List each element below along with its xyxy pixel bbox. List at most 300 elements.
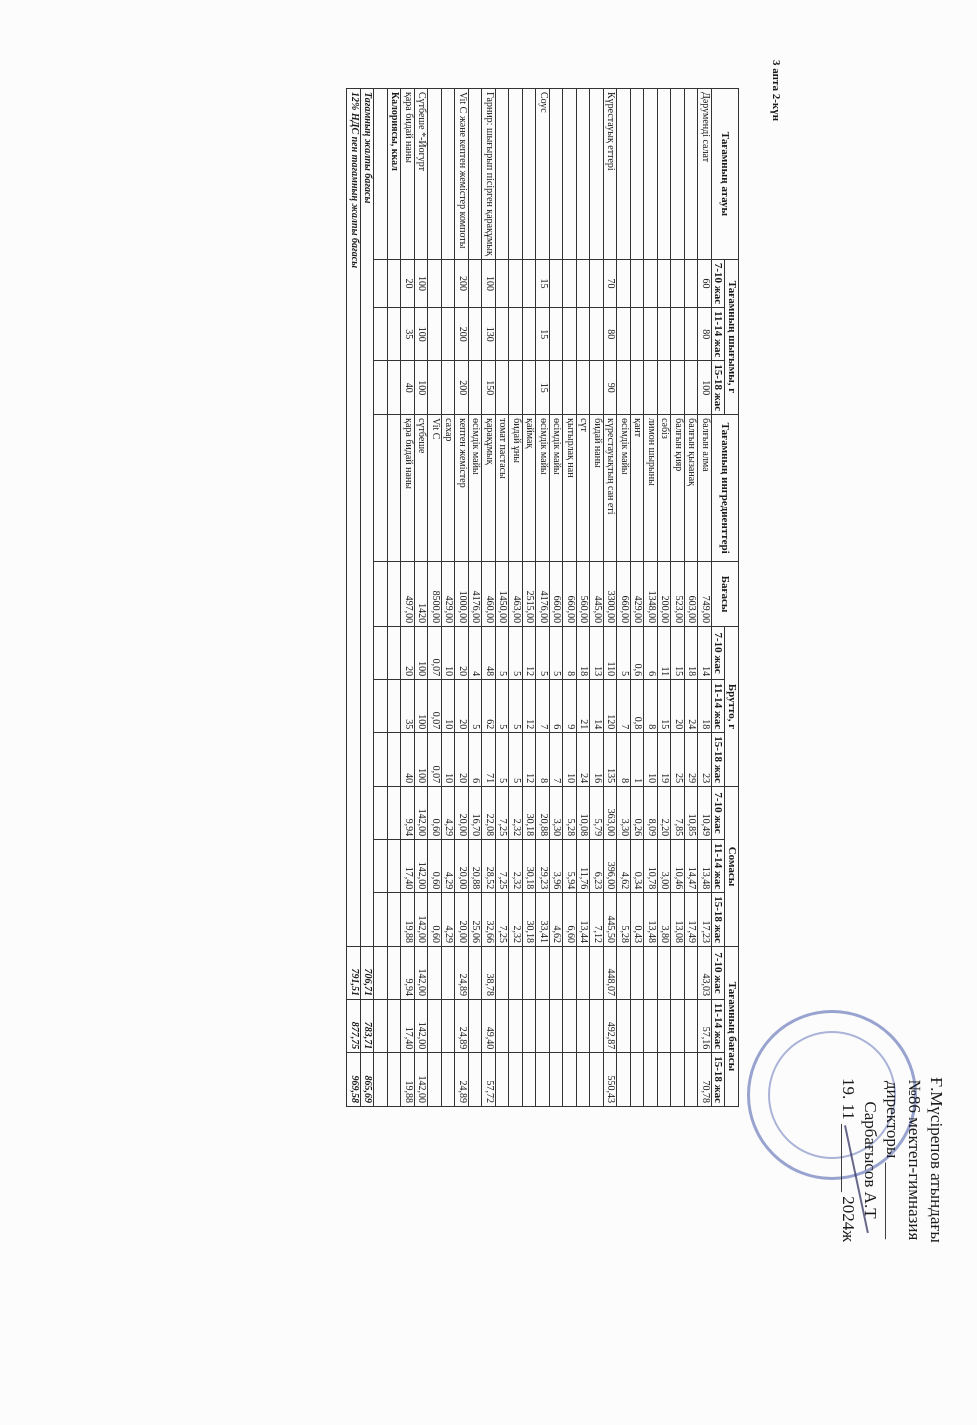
table-cell: балғын қызанақ (685, 415, 699, 562)
table-cell: 448,07 (604, 947, 618, 1000)
table-cell: 560,00 (577, 562, 591, 627)
age-header: 15-18 жас (712, 1053, 726, 1107)
table-cell (590, 361, 604, 415)
table-cell: 40 (401, 733, 415, 787)
table-cell: 80 (604, 308, 618, 361)
table-cell: сахар (442, 415, 456, 562)
col-sum: Сомасы (725, 787, 739, 947)
table-cell: Vit C жəне кептен жемiстер компоты (455, 89, 469, 260)
table-cell: 660,00 (617, 562, 631, 627)
table-cell (496, 89, 510, 260)
table-cell: 13,08 (671, 893, 685, 947)
table-cell (428, 89, 442, 260)
table-cell: лимон шырыны (644, 415, 658, 562)
table-cell: 9 (563, 680, 577, 733)
table-cell (617, 361, 631, 415)
table-cell: 18 (698, 680, 712, 733)
table-cell (685, 947, 699, 1000)
table-cell: 21 (577, 680, 591, 733)
table-cell: 660,00 (563, 562, 577, 627)
table-cell: 142,00 (415, 947, 429, 1000)
table-cell: 100 (698, 361, 712, 415)
table-cell (590, 89, 604, 260)
table-cell: 19,88 (401, 893, 415, 947)
table-cell: 523,00 (671, 562, 685, 627)
table-cell: 10,85 (685, 787, 699, 840)
table-cell: 497,00 (401, 562, 415, 627)
table-cell: 120 (604, 680, 618, 733)
table-cell (577, 947, 591, 1000)
table-cell: 100 (415, 627, 429, 680)
table-cell (644, 259, 658, 307)
table-cell (685, 1000, 699, 1053)
table-cell: 5 (496, 627, 510, 680)
table-row (563, 89, 577, 1107)
table-cell: қарақұмық (482, 415, 496, 562)
table-cell (428, 947, 442, 1000)
table-cell: 4176,00 (536, 562, 550, 627)
table-cell (442, 259, 456, 307)
table-cell: 70,78 (698, 1053, 712, 1107)
table-cell: 35 (401, 308, 415, 361)
table-cell (658, 947, 672, 1000)
table-cell: 396,00 (604, 840, 618, 893)
table-cell: 429,00 (631, 562, 645, 627)
table-cell: 7 (617, 680, 631, 733)
table-cell: 142,00 (415, 840, 429, 893)
table-cell (388, 787, 402, 840)
table-cell (442, 1000, 456, 1053)
table-cell: 57,72 (482, 1053, 496, 1107)
table-cell (550, 1053, 564, 1107)
col-dish-name: Тағамның атауы (712, 89, 739, 260)
table-row (644, 89, 658, 1107)
table-cell: 35 (401, 680, 415, 733)
table-cell: 100 (415, 308, 429, 361)
table-cell: 20,00 (455, 893, 469, 947)
table-cell: 10 (644, 733, 658, 787)
table-cell: 32,66 (482, 893, 496, 947)
table-cell: 29,23 (536, 840, 550, 893)
table-cell: 3,30 (617, 787, 631, 840)
table-cell (617, 259, 631, 307)
vat-total-row-value: 877,75 (347, 1000, 361, 1053)
table-cell (671, 308, 685, 361)
table-cell: 0,8 (631, 680, 645, 733)
table-cell: 62 (482, 680, 496, 733)
table-cell (617, 1000, 631, 1053)
table-cell (590, 308, 604, 361)
table-cell: 12 (523, 680, 537, 733)
table-cell: қара бидай наны (401, 415, 415, 562)
header-line-2: №86 мектеп-гимназия (905, 1079, 924, 1241)
table-cell (523, 947, 537, 1000)
table-cell (374, 947, 388, 1000)
table-cell: 2,32 (509, 893, 523, 947)
table-cell: 4,29 (442, 787, 456, 840)
table-cell: 142,00 (415, 787, 429, 840)
table-cell: 7,25 (496, 787, 510, 840)
table-cell: 0,6 (631, 627, 645, 680)
table-cell: 749,00 (698, 562, 712, 627)
table-cell (509, 1053, 523, 1107)
table-cell: 8 (536, 733, 550, 787)
table-cell: 0,07 (428, 733, 442, 787)
table-cell: күрестауықтың сан еті (604, 415, 618, 562)
table-cell: 7,25 (496, 840, 510, 893)
table-cell (671, 947, 685, 1000)
table-cell (388, 415, 402, 562)
table-cell: 5 (550, 627, 564, 680)
table-cell: 20,88 (469, 840, 483, 893)
table-cell (496, 947, 510, 1000)
table-cell: 13,48 (698, 840, 712, 893)
table-cell: 19,88 (401, 1053, 415, 1107)
table-cell (428, 361, 442, 415)
table-cell: Соус (536, 89, 550, 260)
vat-total-row-value: 791,51 (347, 947, 361, 1000)
table-cell (685, 1053, 699, 1107)
table-cell: 8,09 (644, 787, 658, 840)
table-cell (388, 840, 402, 893)
table-cell: 12 (523, 627, 537, 680)
table-cell (550, 89, 564, 260)
table-cell: 363,00 (604, 787, 618, 840)
table-cell (388, 1053, 402, 1107)
table-cell: 0,60 (428, 893, 442, 947)
table-cell: 30,18 (523, 893, 537, 947)
age-header: 7-10 жас (712, 627, 726, 680)
age-header: 7-10 жас (712, 259, 726, 307)
table-cell: 13,48 (644, 893, 658, 947)
table-cell: 429,00 (442, 562, 456, 627)
table-row (442, 89, 456, 1107)
table-cell: 15 (658, 680, 672, 733)
table-cell (374, 787, 388, 840)
header-line-5: 19. 11 ________ 2024ж (839, 1077, 858, 1243)
table-cell: 17,40 (401, 840, 415, 893)
table-cell: 3300,00 (604, 562, 618, 627)
table-cell (374, 308, 388, 361)
table-cell: 17,40 (401, 1000, 415, 1053)
table-cell: 15 (671, 627, 685, 680)
table-cell: 142,00 (415, 893, 429, 947)
table-cell (550, 361, 564, 415)
table-cell: 445,00 (590, 562, 604, 627)
table-cell: Сүтбеше *-Йогурт (415, 89, 429, 260)
table-cell: 15 (536, 259, 550, 307)
table-cell (496, 1000, 510, 1053)
table-cell: 10,49 (698, 787, 712, 840)
table-cell: қытырлақ нан (563, 415, 577, 562)
table-cell (617, 947, 631, 1000)
table-cell: өсімдік майы (617, 415, 631, 562)
table-cell: 5 (509, 733, 523, 787)
header-line-1: Ғ.Мүсірепов атындағы (927, 1077, 946, 1243)
table-cell (374, 627, 388, 680)
table-cell: бидай ұны (509, 415, 523, 562)
age-header: 7-10 жас (712, 947, 726, 1000)
table-cell (496, 308, 510, 361)
table-cell: балғын алма (698, 415, 712, 562)
table-cell: 603,00 (685, 562, 699, 627)
table-cell (577, 1053, 591, 1107)
table-cell: 1420 (415, 562, 429, 627)
table-cell: 14 (698, 627, 712, 680)
table-cell: 10 (442, 733, 456, 787)
table-cell: 3,96 (550, 840, 564, 893)
table-cell (374, 1053, 388, 1107)
table-cell: 16,70 (469, 787, 483, 840)
table-cell (577, 89, 591, 260)
table-cell: сүт (577, 415, 591, 562)
table-row (455, 89, 469, 1107)
table-cell: 142,00 (415, 1000, 429, 1053)
table-row (577, 89, 591, 1107)
table-cell: 10 (442, 627, 456, 680)
col-portion: Тағамның шығымы, г (725, 259, 739, 414)
table-cell (617, 1053, 631, 1107)
table-row (631, 89, 645, 1107)
table-row (401, 89, 415, 1107)
table-cell (388, 308, 402, 361)
table-cell: 100 (482, 259, 496, 307)
table-cell: 150 (482, 361, 496, 415)
table-cell: 13 (590, 627, 604, 680)
table-cell: 22,08 (482, 787, 496, 840)
table-cell (577, 308, 591, 361)
table-cell (644, 1053, 658, 1107)
table-cell: 5 (469, 680, 483, 733)
table-cell (442, 89, 456, 260)
table-cell: 6 (469, 733, 483, 787)
table-cell: Vit C (428, 415, 442, 562)
table-cell (469, 361, 483, 415)
table-cell: 20 (401, 627, 415, 680)
table-row (374, 89, 388, 1107)
table-cell (509, 259, 523, 307)
table-cell (671, 89, 685, 260)
table-cell: 43,03 (698, 947, 712, 1000)
table-cell: 142,00 (415, 1053, 429, 1107)
table-cell (563, 947, 577, 1000)
table-cell: 90 (604, 361, 618, 415)
table-cell: 9,94 (401, 947, 415, 1000)
table-cell (671, 1053, 685, 1107)
table-cell: 0,26 (631, 787, 645, 840)
table-cell: 57,16 (698, 1000, 712, 1053)
table-cell: 463,00 (509, 562, 523, 627)
table-cell: 3,30 (550, 787, 564, 840)
table-cell: 23 (698, 733, 712, 787)
table-cell (644, 308, 658, 361)
table-cell: 20 (401, 259, 415, 307)
table-cell: 20 (455, 680, 469, 733)
table-cell: 80 (698, 308, 712, 361)
table-cell: 30,18 (523, 840, 537, 893)
table-cell: 200 (455, 361, 469, 415)
header-line-4: Сарбағысов А.Т (861, 1101, 880, 1219)
table-cell: 7,25 (496, 893, 510, 947)
table-cell (388, 259, 402, 307)
table-cell (374, 259, 388, 307)
col-ingredients: Тағамның ингредиенттері (712, 415, 739, 562)
table-cell: 5,28 (563, 787, 577, 840)
table-cell (631, 1053, 645, 1107)
table-cell: балғын қияр (671, 415, 685, 562)
table-cell: 14 (590, 680, 604, 733)
table-cell (577, 1000, 591, 1053)
table-cell (536, 1000, 550, 1053)
table-cell: 5 (536, 627, 550, 680)
table-row (685, 89, 699, 1107)
table-cell: 4,29 (442, 840, 456, 893)
table-cell: 4,62 (550, 893, 564, 947)
table-cell: 0,60 (428, 840, 442, 893)
table-cell: 20,00 (455, 787, 469, 840)
table-cell: 40 (401, 361, 415, 415)
table-cell: 100 (415, 361, 429, 415)
table-cell (563, 1000, 577, 1053)
table-cell: 11 (658, 627, 672, 680)
table-cell (374, 840, 388, 893)
table-cell: 7,12 (590, 893, 604, 947)
table-cell: қаймақ (523, 415, 537, 562)
table-cell: 2,32 (509, 840, 523, 893)
col-dish-price: Тағамның бағасы (725, 947, 739, 1107)
table-cell: 10,46 (671, 840, 685, 893)
table-cell (509, 308, 523, 361)
table-cell (631, 259, 645, 307)
table-cell (442, 308, 456, 361)
table-cell: 660,00 (550, 562, 564, 627)
table-cell: 29 (685, 733, 699, 787)
table-cell (563, 308, 577, 361)
total-row-value: 865,69 (361, 1053, 375, 1107)
table-cell: 19 (658, 733, 672, 787)
table-cell: 445,50 (604, 893, 618, 947)
table-cell (374, 893, 388, 947)
table-cell (671, 361, 685, 415)
table-cell: 60 (698, 259, 712, 307)
table-cell: 0,34 (631, 840, 645, 893)
total-row-value: 783,71 (361, 1000, 375, 1053)
table-cell (644, 947, 658, 1000)
table-cell (658, 1053, 672, 1107)
table-cell (388, 1000, 402, 1053)
table-cell: 8 (563, 627, 577, 680)
table-cell: 20,88 (536, 787, 550, 840)
table-row (604, 89, 618, 1107)
table-cell: 110 (604, 627, 618, 680)
table-cell: 5 (509, 680, 523, 733)
table-row (671, 89, 685, 1107)
table-cell: 0,07 (428, 627, 442, 680)
table-row (698, 89, 712, 1107)
table-cell: 7,85 (671, 787, 685, 840)
table-cell (388, 361, 402, 415)
table-cell (374, 562, 388, 627)
table-cell (388, 627, 402, 680)
table-cell: 5 (496, 733, 510, 787)
table-cell: 100 (415, 259, 429, 307)
table-cell: 5 (509, 627, 523, 680)
table-cell: 71 (482, 733, 496, 787)
table-cell (563, 1053, 577, 1107)
table-cell: 7 (536, 680, 550, 733)
table-cell (523, 308, 537, 361)
table-cell: 5,28 (617, 893, 631, 947)
table-cell: 20,00 (455, 840, 469, 893)
table-cell: 25 (671, 733, 685, 787)
table-cell (428, 259, 442, 307)
table-cell (550, 308, 564, 361)
table-cell (374, 680, 388, 733)
kcal-label: Калориясы, ккал (388, 89, 402, 260)
table-cell: 4 (469, 627, 483, 680)
table-cell (658, 89, 672, 260)
week-day-label: 3 апта 2-күн (770, 60, 782, 122)
table-cell (469, 947, 483, 1000)
table-cell: 48 (482, 627, 496, 680)
table-row (428, 89, 442, 1107)
table-cell (550, 947, 564, 1000)
table-cell: 6,23 (590, 840, 604, 893)
table-cell (496, 1053, 510, 1107)
table-cell (550, 1000, 564, 1053)
table-cell: Гарнир: шығырып пiсiрген қарақұмық (482, 89, 496, 260)
total-row-label: Тағамның жалпы бағасы (361, 89, 375, 947)
table-row (523, 89, 537, 1107)
table-cell: 38,78 (482, 947, 496, 1000)
table-row (509, 89, 523, 1107)
table-cell: 6,60 (563, 893, 577, 947)
table-cell (523, 89, 537, 260)
table-cell: 100 (415, 733, 429, 787)
table-cell (563, 361, 577, 415)
table-cell: 8500,00 (428, 562, 442, 627)
table-cell: 200 (455, 259, 469, 307)
table-cell (644, 1000, 658, 1053)
age-header: 11-14 жас (712, 680, 726, 733)
table-cell: өсімдік майы (469, 415, 483, 562)
table-cell: 24,89 (455, 1053, 469, 1107)
table-cell: 13,44 (577, 893, 591, 947)
kcal-row (388, 89, 402, 1107)
table-cell (631, 308, 645, 361)
table-cell: 49,40 (482, 1000, 496, 1053)
table-cell (388, 562, 402, 627)
table-cell (442, 361, 456, 415)
table-cell: Күрестауық еттері (604, 89, 618, 260)
table-cell: 6 (644, 627, 658, 680)
table-cell (563, 89, 577, 260)
table-cell: 0,07 (428, 680, 442, 733)
table-row (550, 89, 564, 1107)
table-cell (469, 1000, 483, 1053)
table-cell: 2,32 (509, 787, 523, 840)
table-cell: сүтбеше (415, 415, 429, 562)
table-cell (374, 361, 388, 415)
table-cell: 24,89 (455, 1000, 469, 1053)
table-cell: 1 (631, 733, 645, 787)
table-cell (658, 308, 672, 361)
table-cell (563, 259, 577, 307)
table-cell (388, 680, 402, 733)
table-cell (644, 361, 658, 415)
table-cell: 7 (550, 733, 564, 787)
table-cell (631, 361, 645, 415)
